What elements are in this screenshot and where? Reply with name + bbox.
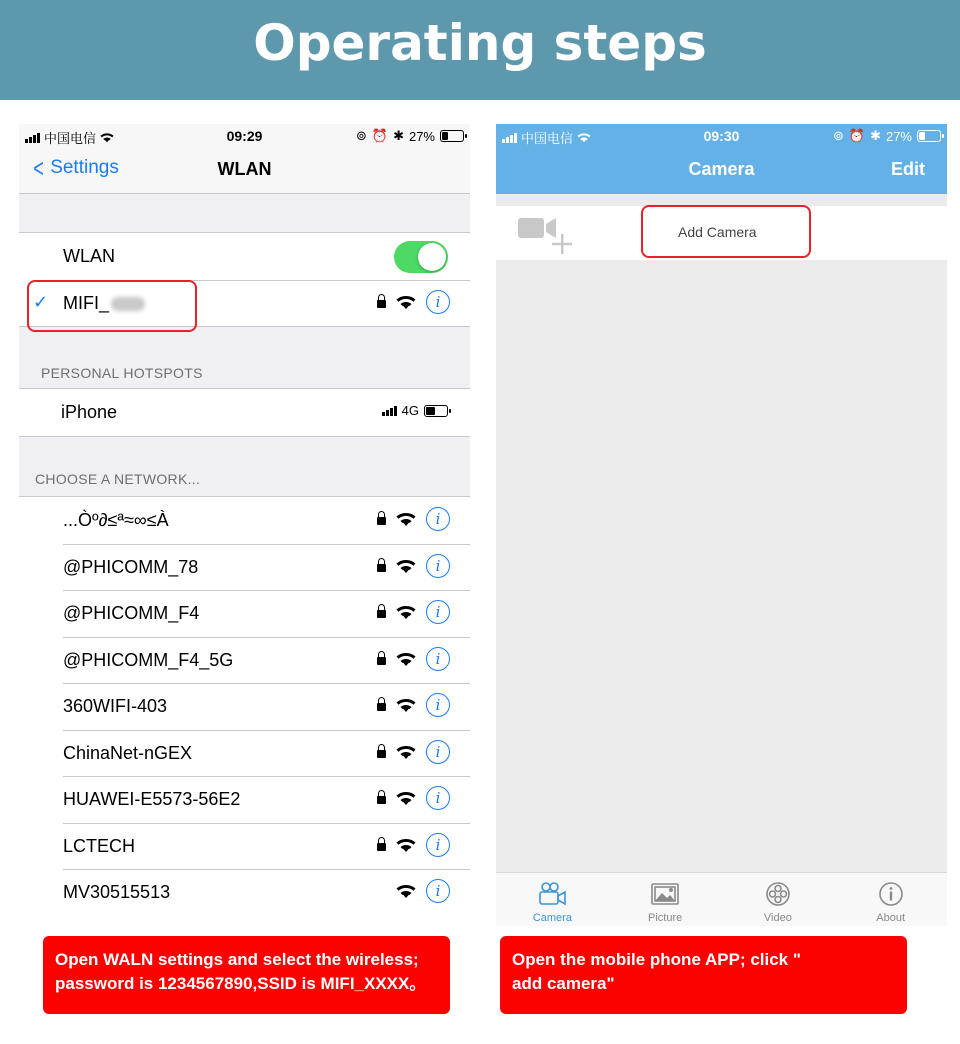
banner-title: Operating steps	[253, 14, 707, 72]
tab-label: About	[876, 912, 905, 924]
network-row[interactable]	[19, 544, 470, 591]
hotspot-group	[19, 388, 470, 437]
signal-icon	[382, 406, 397, 416]
info-icon[interactable]: i	[426, 693, 450, 717]
hotspot-icons	[382, 403, 448, 418]
network-icons	[377, 600, 450, 624]
status-time: 09:29	[226, 128, 263, 144]
caption-step-2	[500, 936, 907, 1014]
picture-icon	[650, 881, 680, 907]
bluetooth-icon: ✱	[870, 128, 881, 143]
video-icon	[765, 881, 791, 907]
alarm-icon: ⏰	[848, 128, 866, 143]
network-type: 4G	[401, 403, 419, 418]
caption-step-1	[43, 936, 450, 1014]
status-bar	[19, 124, 470, 146]
tab-camera[interactable]	[496, 873, 609, 926]
tab-bar	[496, 872, 947, 926]
network-ssid: LCTECH	[63, 835, 136, 856]
nav-bar	[19, 146, 470, 194]
wifi-icon	[396, 511, 416, 527]
network-row[interactable]	[19, 590, 470, 637]
lock-icon	[377, 843, 386, 851]
wlan-toggle-row	[19, 233, 470, 280]
info-icon[interactable]: i	[426, 554, 450, 578]
page-title: WLAN	[217, 159, 272, 179]
wifi-icon	[396, 837, 416, 853]
banner	[0, 0, 960, 100]
highlight-frame-add-camera	[641, 205, 811, 258]
network-ssid: ChinaNet-nGEX	[63, 742, 193, 763]
personal-hotspots-header: PERSONAL HOTSPOTS	[41, 365, 203, 381]
wifi-icon	[396, 558, 416, 574]
hotspot-row[interactable]	[19, 389, 470, 436]
network-ssid: @PHICOMM_78	[63, 556, 199, 577]
network-icons	[377, 507, 450, 531]
lock-icon	[377, 796, 386, 804]
carrier-name: 中国电信	[44, 131, 97, 146]
wifi-icon	[396, 651, 416, 667]
network-icons	[377, 554, 450, 578]
nav-bar	[496, 146, 947, 194]
status-bar	[496, 124, 947, 146]
wifi-icon	[396, 790, 416, 806]
battery-icon	[917, 130, 941, 142]
info-icon[interactable]: i	[426, 647, 450, 671]
connected-ssid: MIFI_	[63, 293, 145, 314]
network-row[interactable]	[19, 497, 470, 544]
network-ssid: MV30515513	[63, 882, 171, 902]
network-row[interactable]	[19, 683, 470, 730]
orientation-lock-icon: ⊚	[832, 128, 844, 143]
battery-icon	[424, 405, 448, 417]
network-row[interactable]	[19, 869, 470, 914]
lock-icon	[377, 300, 386, 308]
tab-picture[interactable]	[609, 873, 722, 926]
checkmark-icon: ✓	[33, 291, 49, 312]
network-ssid: ...Òº∂≤ª≈∞≤À	[63, 510, 169, 530]
carrier-name: 中国电信	[521, 131, 574, 146]
caption-line: add camera"	[512, 974, 615, 993]
wifi-icon	[396, 697, 416, 713]
network-icons	[377, 290, 450, 314]
page-title: Camera	[688, 159, 755, 179]
network-icons	[377, 693, 450, 717]
chevron-left-icon: <	[33, 153, 44, 183]
info-icon[interactable]: i	[426, 507, 450, 531]
tab-video[interactable]	[722, 873, 835, 926]
tab-about[interactable]	[834, 873, 947, 926]
camera-icon	[537, 881, 567, 907]
lock-icon	[377, 657, 386, 665]
network-ssid: 360WIFI-403	[63, 696, 168, 716]
info-icon[interactable]: i	[426, 740, 450, 764]
network-row[interactable]	[19, 637, 470, 684]
network-ssid: @PHICOMM_F4_5G	[63, 649, 234, 670]
caption-line: Open WALN settings and select the wireless;	[55, 950, 419, 969]
highlight-frame-wifi	[27, 280, 197, 332]
status-right	[833, 128, 941, 144]
choose-network-header: CHOOSE A NETWORK...	[35, 471, 201, 487]
network-icons	[377, 786, 450, 810]
info-icon[interactable]: i	[426, 786, 450, 810]
network-row[interactable]	[19, 776, 470, 823]
info-icon[interactable]: i	[426, 600, 450, 624]
lock-icon	[377, 703, 386, 711]
wifi-icon	[396, 883, 416, 899]
wifi-icon	[396, 744, 416, 760]
info-icon[interactable]: i	[426, 290, 450, 314]
caption-line: Open the mobile phone APP; click "	[512, 950, 801, 969]
info-icon[interactable]: i	[426, 833, 450, 857]
add-camera-label: Add Camera	[678, 224, 757, 240]
battery-percent: 27%	[885, 128, 912, 144]
bluetooth-icon: ✱	[393, 128, 404, 143]
tab-label: Camera	[532, 912, 572, 924]
back-label: Settings	[50, 157, 119, 178]
battery-percent: 27%	[408, 128, 435, 144]
battery-icon	[440, 130, 464, 142]
orientation-lock-icon: ⊚	[355, 128, 367, 143]
network-row[interactable]	[19, 823, 470, 870]
wlan-settings-screen	[19, 124, 470, 914]
alarm-icon: ⏰	[371, 128, 389, 143]
network-list	[19, 496, 470, 914]
lock-icon	[377, 517, 386, 525]
network-ssid: @PHICOMM_F4	[63, 603, 200, 623]
about-icon	[878, 881, 904, 907]
wlan-toggle[interactable]	[394, 241, 448, 273]
network-icons	[377, 740, 450, 764]
wlan-label: WLAN	[63, 246, 116, 266]
network-icons	[396, 879, 450, 903]
lock-icon	[377, 564, 386, 572]
network-ssid: HUAWEI-E5573-56E2	[63, 789, 241, 809]
network-icons	[377, 647, 450, 671]
tab-label: Video	[763, 912, 792, 924]
lock-icon	[377, 610, 386, 618]
add-camera-icon	[516, 214, 574, 254]
hotspot-device: iPhone	[61, 402, 118, 422]
info-icon[interactable]: i	[426, 879, 450, 903]
status-right	[356, 128, 464, 144]
network-row[interactable]	[19, 730, 470, 777]
network-icons	[377, 833, 450, 857]
wifi-icon	[396, 294, 416, 310]
tab-label: Picture	[648, 912, 683, 924]
lock-icon	[377, 750, 386, 758]
status-time: 09:30	[703, 128, 740, 144]
edit-button[interactable]: Edit	[891, 159, 925, 179]
wifi-icon	[396, 604, 416, 620]
caption-line: password is 1234567890,SSID is MIFI_XXXX。	[55, 974, 427, 993]
